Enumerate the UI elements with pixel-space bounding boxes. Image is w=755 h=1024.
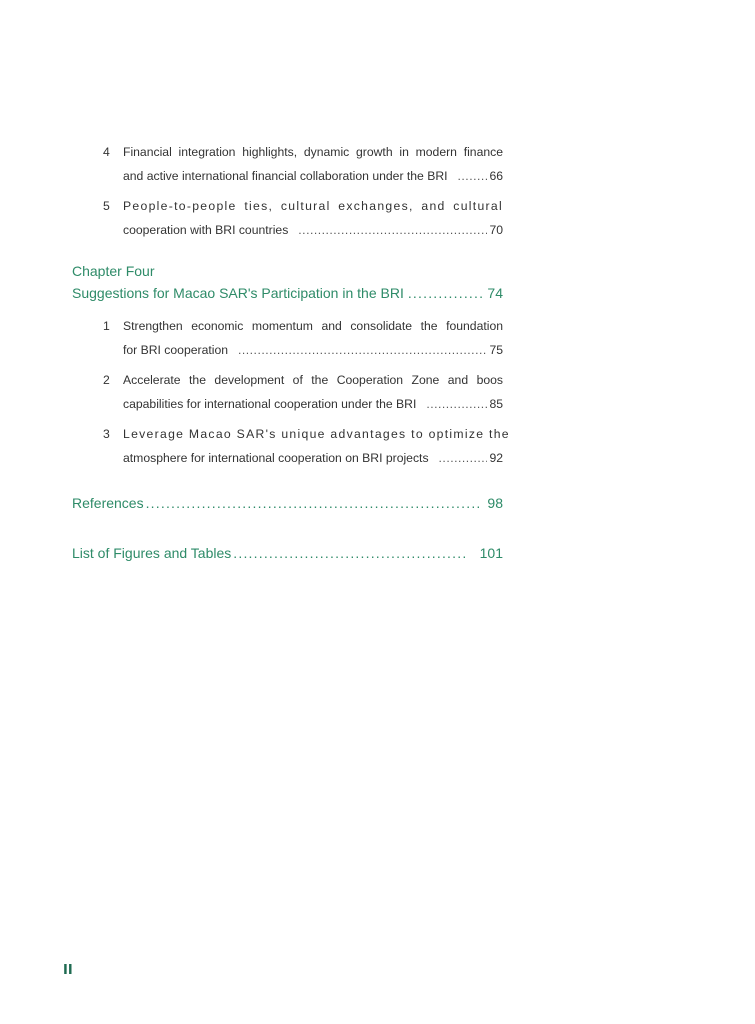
toc-entry-number: 4 (103, 145, 110, 159)
dot-leader (458, 164, 488, 188)
references-entry[interactable] (72, 492, 503, 514)
figures-tables-page: 101 (479, 545, 503, 561)
toc-entry-page: 70 (489, 223, 503, 237)
toc-entry-title-text: atmosphere for international cooperation on BRI projects (123, 451, 429, 465)
toc-entry-number: 5 (103, 199, 110, 213)
toc-entry-ch4-3[interactable] (72, 422, 510, 470)
references-page: 98 (487, 495, 503, 511)
chapter-title: Suggestions for Macao SAR's Participation in the BRI (72, 285, 404, 301)
dot-leader (233, 542, 467, 564)
chapter-page: 74 (487, 285, 503, 301)
references-label: References (72, 495, 144, 511)
toc-entry-page: 75 (489, 343, 503, 357)
toc-entry-title-line1: Strengthen economic momentum and consolidate the foundation (123, 319, 503, 333)
toc-entry-number: 1 (103, 319, 110, 333)
toc-entry-title-line2 (123, 164, 503, 188)
chapter-label: Chapter Four (72, 263, 155, 279)
page-number: II (63, 963, 73, 978)
toc-entry-ch4-2[interactable] (72, 368, 503, 416)
toc-entry-title-line2 (123, 446, 503, 470)
references-line (72, 492, 503, 514)
toc-entry-title-text: and active international financial collaboration under the BRI (123, 169, 448, 183)
dot-leader (426, 392, 487, 416)
toc-entry-page: 66 (489, 169, 503, 183)
toc-entry-title-text: for BRI cooperation (123, 343, 229, 357)
toc-entry-4[interactable] (72, 140, 503, 188)
toc-entry-title-line1: Accelerate the development of the Cooperation Zone and boos (123, 373, 503, 387)
toc-entry-title-line1: People-to-people ties, cultural exchanges, and cultural (123, 199, 503, 213)
toc-entry-ch4-1[interactable] (72, 314, 503, 362)
toc-entry-title-line1: Financial integration highlights, dynamic growth in modern finance (123, 145, 503, 159)
toc-entry-title-line2 (123, 338, 503, 362)
toc-entry-title-line2 (123, 392, 503, 416)
toc-entry-title-line2 (123, 218, 503, 242)
toc-entry-page: 85 (489, 397, 503, 411)
chapter-four-heading[interactable] (72, 260, 503, 304)
toc-entry-5[interactable] (72, 194, 503, 242)
toc-entry-title-text: cooperation with BRI countries (123, 223, 289, 237)
figures-tables-line (72, 542, 503, 564)
toc-entry-number: 2 (103, 373, 110, 387)
dot-leader (439, 446, 488, 470)
figures-tables-entry[interactable] (72, 542, 503, 564)
dot-leader (408, 282, 486, 304)
dot-leader (238, 338, 487, 362)
dot-leader (298, 218, 487, 242)
toc-entry-title-text: capabilities for international cooperation under the BRI (123, 397, 417, 411)
table-of-contents (72, 140, 510, 564)
toc-entry-page: 92 (489, 451, 503, 465)
toc-entry-title-line1: Leverage Macao SAR's unique advantages to optimize the (123, 427, 510, 441)
dot-leader (146, 492, 480, 514)
chapter-title-line (72, 282, 503, 304)
toc-entry-number: 3 (103, 427, 110, 441)
figures-tables-label: List of Figures and Tables (72, 545, 232, 561)
